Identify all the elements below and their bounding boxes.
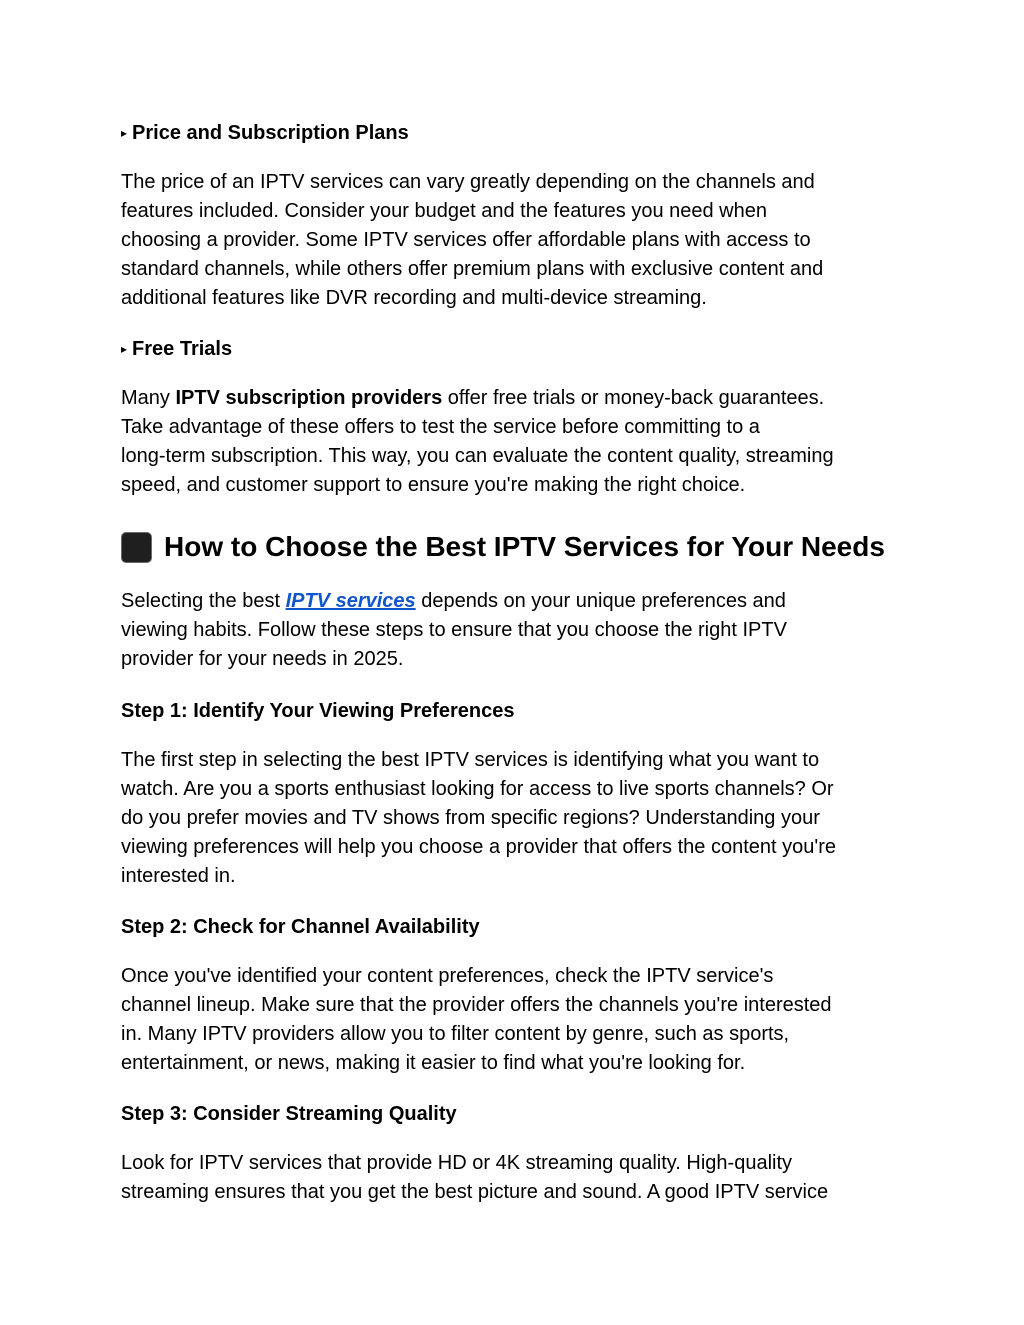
paragraph-step-2 xyxy=(121,962,911,1078)
paragraph-line: speed, and customer support to ensure you're making the right choice. xyxy=(121,474,746,496)
paragraph-line: standard channels, while others offer premium plans with exclusive content and xyxy=(121,258,824,280)
paragraph-line: in. Many IPTV providers allow you to filter content by genre, such as sports, xyxy=(121,1023,790,1045)
paragraph-line xyxy=(121,587,911,616)
paragraph-line: Once you've identified your content preferences, check the IPTV service's xyxy=(121,965,774,987)
iptv-services-link[interactable]: IPTV services xyxy=(285,590,416,612)
paragraph-step-3 xyxy=(121,1149,911,1207)
step-3-heading: Step 3: Consider Streaming Quality xyxy=(121,1103,457,1125)
paragraph-intro xyxy=(121,587,911,674)
paragraph-line: viewing preferences will help you choose a provider that offers the content you're xyxy=(121,836,836,858)
text-run: Selecting the best xyxy=(121,590,286,612)
paragraph-line: provider for your needs in 2025. xyxy=(121,648,404,670)
text-run: depends on your unique preferences and xyxy=(415,590,786,612)
triangle-bullet-icon: ▸ xyxy=(121,126,128,140)
bold-phrase: IPTV subscription providers xyxy=(175,387,443,409)
section-heading-price-text: Price and Subscription Plans xyxy=(132,122,409,144)
step-2-heading: Step 2: Check for Channel Availability xyxy=(121,916,480,938)
paragraph-line: choosing a provider. Some IPTV services offer affordable plans with access to xyxy=(121,229,811,251)
paragraph-line: long-term subscription. This way, you can evaluate the content quality, streaming xyxy=(121,445,834,467)
section-heading-price xyxy=(121,119,911,147)
step-1-heading: Step 1: Identify Your Viewing Preferences xyxy=(121,700,515,722)
paragraph-line: do you prefer movies and TV shows from specific regions? Understanding your xyxy=(121,807,820,829)
text-run: offer free trials or money-back guarantees. xyxy=(442,387,825,409)
paragraph-line: streaming ensures that you get the best picture and sound. A good IPTV service xyxy=(121,1181,829,1203)
black-square-button-icon xyxy=(121,532,152,563)
paragraph-line: The price of an IPTV services can vary greatly depending on the channels and xyxy=(121,171,815,193)
main-heading xyxy=(121,529,911,565)
text-run: Many xyxy=(121,387,176,409)
paragraph-line: Take advantage of these offers to test the service before committing to a xyxy=(121,416,760,438)
paragraph-line: channel lineup. Make sure that the provider offers the channels you're interested xyxy=(121,994,832,1016)
paragraph-step-1 xyxy=(121,746,911,891)
paragraph-free-trials xyxy=(121,384,911,500)
section-heading-free-trials-text: Free Trials xyxy=(132,338,233,360)
paragraph-line: features included. Consider your budget and the features you need when xyxy=(121,200,767,222)
paragraph-line: watch. Are you a sports enthusiast looking for access to live sports channels? Or xyxy=(121,778,834,800)
triangle-bullet-icon: ▸ xyxy=(121,342,128,356)
paragraph-line: additional features like DVR recording and multi-device streaming. xyxy=(121,287,707,309)
paragraph-line: viewing habits. Follow these steps to ensure that you choose the right IPTV xyxy=(121,619,787,641)
main-heading-text: How to Choose the Best IPTV Services for Your Needs xyxy=(164,531,885,562)
paragraph-line: entertainment, or news, making it easier to find what you're looking for. xyxy=(121,1052,746,1074)
paragraph-line: interested in. xyxy=(121,865,236,887)
paragraph-line: Look for IPTV services that provide HD or 4K streaming quality. High-quality xyxy=(121,1152,793,1174)
section-heading-free-trials xyxy=(121,335,911,363)
paragraph-price xyxy=(121,168,911,313)
paragraph-line: The first step in selecting the best IPTV services is identifying what you want to xyxy=(121,749,820,771)
paragraph-line xyxy=(121,384,911,413)
